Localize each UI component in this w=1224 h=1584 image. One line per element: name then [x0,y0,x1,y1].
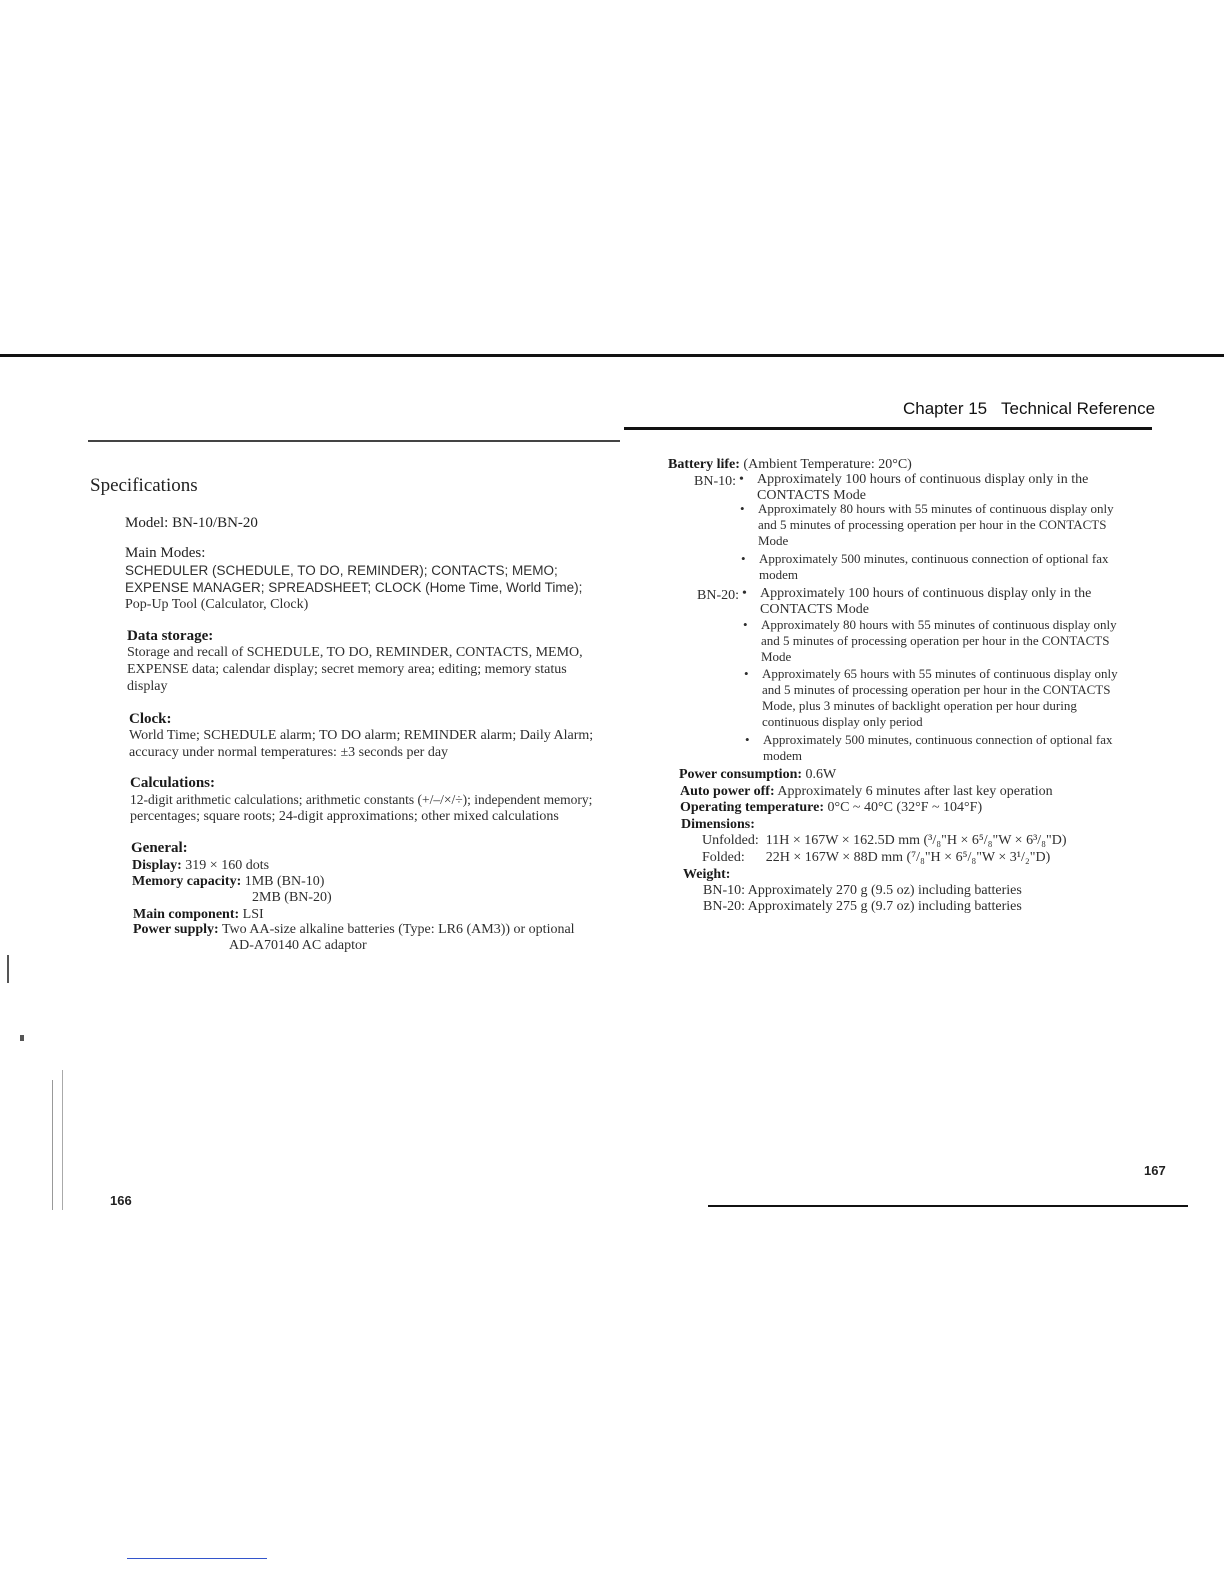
left-page-number: 166 [110,1193,132,1208]
chapter-header [903,399,1155,419]
top-border-rule [0,354,1224,357]
power-value-1: Two AA-size alkaline batteries (Type: LR6 (AM3)) or optional [221,922,575,937]
battery-bn20-item-cont: and 5 minutes of processing operation per hour in the CONTACTS [762,682,1111,697]
scan-bottom-mark [127,1558,267,1559]
battery-bn20-item-cont: continuous display only period [762,714,923,729]
memory-value-1: 1MB (BN-10) [244,874,325,889]
power-consumption-spec [679,767,836,783]
weight-bn10: BN-10: Approximately 270 g (9.5 oz) including batteries [703,883,1022,898]
operating-temp-spec [680,800,982,816]
operating-temp-label: Operating temperature: [680,800,824,815]
specifications-title: Specifications [90,475,198,496]
power-value-2: AD-A70140 AC adaptor [229,938,367,953]
calculations-line: 12-digit arithmetic calculations; arithmetic constants (+/–/×/÷); independent memory; [130,792,593,807]
auto-power-spec [680,784,1053,800]
display-spec [132,858,269,874]
data-storage-line: Storage and recall of SCHEDULE, TO DO, REMINDER, CONTACTS, MEMO, [127,645,583,660]
power-consumption-value: 0.6W [805,767,837,782]
unfolded-label: Unfolded: [702,833,759,848]
battery-bn20-item: • Approximately 80 hours with 55 minutes of continuous display only [761,617,1117,633]
data-storage-line: display [127,679,168,694]
right-footer-rule [708,1205,1188,1207]
folded-label: Folded: [702,850,745,865]
weight-bn20: BN-20: Approximately 275 g (9.7 oz) including batteries [703,899,1022,914]
chapter-label: Chapter 15 [903,399,988,418]
main-modes-line: Pop-Up Tool (Calculator, Clock) [125,597,309,612]
component-spec [133,907,264,923]
power-consumption-label: Power consumption: [679,767,803,782]
power-spec [133,922,575,938]
bn10-label: BN-10: [694,474,736,489]
clock-line: World Time; SCHEDULE alarm; TO DO alarm; REMINDER alarm; Daily Alarm; [129,728,594,743]
battery-bn20-item: • Approximately 65 hours with 55 minutes of continuous display only [762,666,1118,682]
battery-bn20-item: • Approximately 500 minutes, continuous connection of optional fax [763,732,1113,748]
data-storage-line: EXPENSE data; calendar display; secret memory area; editing; memory status [127,662,567,677]
battery-bn20-item-cont: CONTACTS Mode [760,602,869,617]
battery-bn10-item: • Approximately 100 hours of continuous display only in the [757,472,1088,488]
folded-value: 22H × 167W × 88D mm (⁷/₈"H × 6⁵/₈"W × 3¹/₂"D) [765,850,1051,865]
battery-bn10-item-cont: and 5 minutes of processing operation per hour in the CONTACTS [758,517,1107,532]
weight-label: Weight: [683,867,731,882]
battery-bn20-item-cont: Mode [761,649,792,664]
operating-temp-value: 0°C ~ 40°C (32°F ~ 104°F) [827,800,983,815]
battery-bn20-item-cont: modem [763,748,802,763]
display-label: Display: [132,858,182,873]
general-heading: General: [131,840,188,856]
main-modes-heading: Main Modes: [125,545,206,561]
battery-bn20-item-cont: and 5 minutes of processing operation per hour in the CONTACTS [761,633,1110,648]
auto-power-label: Auto power off: [680,784,775,799]
scan-margin-mark [20,1035,24,1041]
memory-spec [132,874,324,890]
bn20-label: BN-20: [697,588,739,603]
right-page-number: 167 [1144,1163,1166,1178]
folded-spec [702,850,1050,866]
main-modes-line: EXPENSE MANAGER; SPREADSHEET; CLOCK (Home Time, World Time); [125,580,583,595]
power-label: Power supply: [133,922,219,937]
unfolded-value: 11H × 167W × 162.5D mm (³/₈"H × 6⁵/₈"W × 6³/₈"D) [765,833,1067,848]
right-header-rule [624,427,1152,430]
clock-heading: Clock: [129,711,172,727]
scan-margin-mark [62,1070,63,1210]
battery-bn20-item-cont: Mode, plus 3 minutes of backlight operation per hour during [762,698,1077,713]
battery-bn10-item: • Approximately 500 minutes, continuous connection of optional fax [759,551,1109,567]
battery-bn10-item-cont: CONTACTS Mode [757,488,866,503]
section-label: Technical Reference [1001,399,1156,418]
component-value: LSI [242,907,264,922]
main-modes-line: SCHEDULER (SCHEDULE, TO DO, REMINDER); CONTACTS; MEMO; [125,563,558,578]
battery-label: Battery life: [668,457,740,472]
scan-margin-mark [7,955,9,983]
battery-life-heading [668,457,912,473]
battery-bn10-item-cont: Mode [758,533,789,548]
battery-bn20-item: • Approximately 100 hours of continuous display only in the [760,586,1091,602]
display-value: 319 × 160 dots [185,858,270,873]
battery-bn10-item-cont: modem [759,567,798,582]
calculations-heading: Calculations: [130,775,216,791]
memory-value-2: 2MB (BN-20) [252,890,332,905]
left-header-rule [88,440,620,442]
model-line: Model: BN-10/BN-20 [125,515,258,531]
auto-power-value: Approximately 6 minutes after last key operation [777,784,1053,799]
clock-line: accuracy under normal temperatures: ±3 seconds per day [129,745,449,760]
memory-label: Memory capacity: [132,874,242,889]
component-label: Main component: [133,907,240,922]
dimensions-label: Dimensions: [681,817,755,832]
calculations-line: percentages; square roots; 24-digit approximations; other mixed calculations [130,809,559,824]
data-storage-heading: Data storage: [127,628,214,644]
battery-bn10-item: • Approximately 80 hours with 55 minutes of continuous display only [758,501,1114,517]
battery-temp: (Ambient Temperature: 20°C) [743,457,912,472]
scan-margin-mark [52,1080,53,1210]
unfolded-spec [702,833,1067,849]
